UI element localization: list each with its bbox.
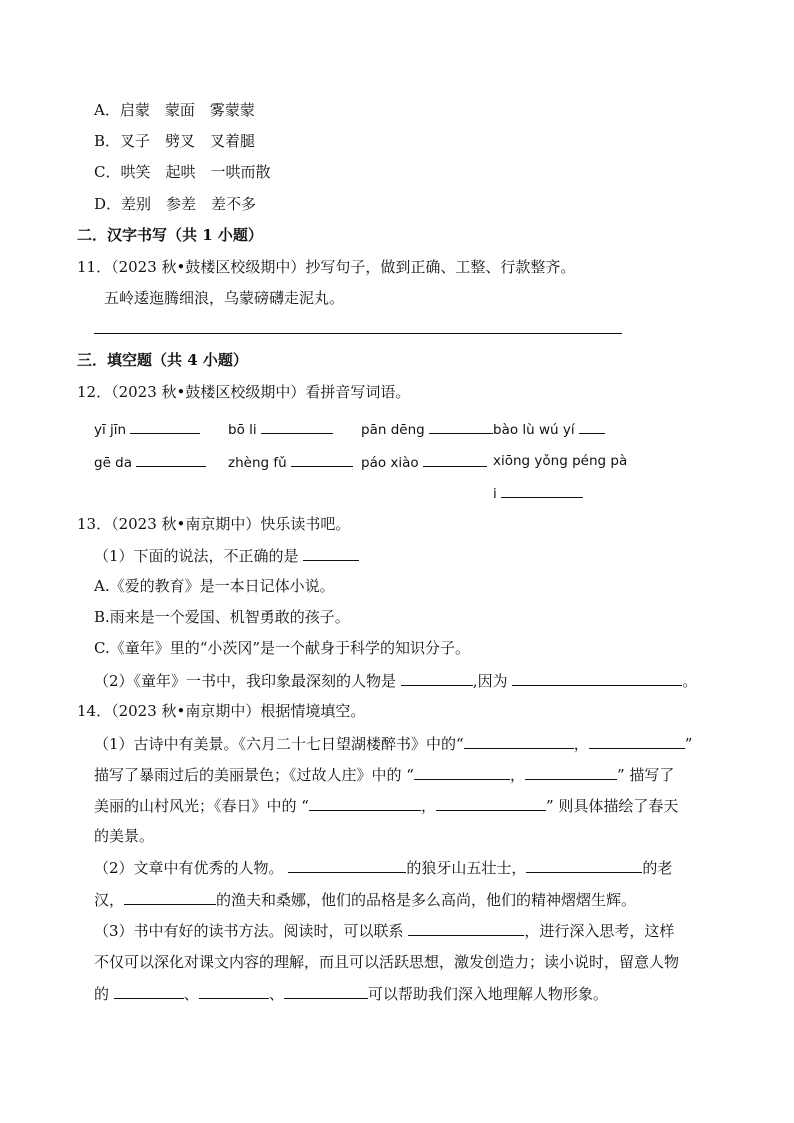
answer-blank[interactable] [408, 920, 524, 936]
pinyin-item: pān dēng [361, 418, 493, 440]
question-12: 12．（2023 秋•鼓楼区校级期中）看拼音写词语。 [77, 383, 411, 401]
q14-part1-line3: 美丽的山村风光；《春日》中的 “ ， ” 则具体描绘了春天 [94, 797, 679, 815]
answer-blank[interactable] [464, 733, 574, 749]
section-2-title: 二．汉字书写（共 1 小题） [77, 226, 263, 244]
q14-part1-line1: （1）古诗中有美景。《六月二十七日望湖楼醉书》中的“ ， ” [94, 735, 693, 753]
option-a: A．启蒙 蒙面 雾蒙蒙 [94, 101, 255, 119]
answer-blank[interactable] [423, 451, 487, 467]
pinyin-item: xiōng yǒng péng pà [493, 453, 628, 469]
pinyin-item-wrap: i [493, 482, 583, 504]
question-11: 11．（2023 秋•鼓楼区校级期中）抄写句子，做到正确、工整、行款整齐。 [77, 258, 576, 276]
pinyin-item: bō li [228, 418, 333, 440]
pinyin-item: zhèng fǔ [228, 451, 353, 473]
option-d: D．差别 参差 差不多 [94, 195, 257, 213]
answer-blank[interactable] [284, 983, 368, 999]
q14-part2-line2: 汉， 的渔夫和桑娜，他们的品格是多么高尚，他们的精神熠熠生辉。 [94, 891, 637, 909]
q14-part1-line2: 描写了暴雨过后的美丽景色；《过故人庄》中的 “ ， ” 描写了 [94, 766, 675, 784]
answer-blank[interactable] [124, 889, 216, 905]
pinyin-item: yī jīn [94, 418, 200, 440]
answer-blank[interactable] [261, 418, 333, 434]
answer-blank[interactable] [288, 857, 406, 873]
answer-blank[interactable] [136, 451, 206, 467]
answer-blank[interactable] [501, 482, 583, 498]
answer-blank[interactable] [309, 795, 421, 811]
q14-part3-line2: 不仅可以深化对课文内容的理解，而且可以活跃思想，激发创造力；读小说时，留意人物 [94, 953, 680, 971]
answer-blank[interactable] [291, 451, 353, 467]
q14-part3-line3: 的 、 、 可以帮助我们深入地理解人物形象。 [94, 985, 608, 1003]
q14-part1-line4: 的美景。 [94, 827, 155, 845]
pinyin-item: gē da [94, 451, 206, 473]
answer-blank[interactable] [401, 670, 473, 686]
answer-blank[interactable] [429, 418, 493, 434]
q13-part2: （2）《童年》一书中，我印象最深刻的人物是 ,因为 。 [94, 672, 698, 690]
answer-blank[interactable] [579, 418, 605, 434]
option-c: C．哄笑 起哄 一哄而散 [94, 163, 271, 181]
q13-option-a: A.《爱的教育》是一本日记体小说。 [94, 577, 335, 595]
answer-blank[interactable] [589, 733, 685, 749]
option-b: B．叉子 劈叉 叉着腿 [94, 132, 256, 150]
q14-part2-line1: （2）文章中有优秀的人物。 的狼牙山五壮士， 的老 [94, 859, 673, 877]
question-14: 14．（2023 秋•南京期中）根据情境填空。 [77, 702, 366, 720]
copy-sentence: 五岭逶迤腾细浪，乌蒙磅礴走泥丸。 [104, 289, 345, 307]
section-3-title: 三．填空题（共 4 小题） [77, 351, 248, 369]
q13-option-b: B.雨来是一个爱国、机智勇敢的孩子。 [94, 608, 350, 626]
answer-blank[interactable] [525, 764, 617, 780]
answer-blank[interactable] [526, 857, 642, 873]
pinyin-item: bào lù wú yí [493, 418, 605, 440]
answer-blank[interactable] [512, 670, 682, 686]
question-13: 13．（2023 秋•南京期中）快乐读书吧。 [77, 515, 351, 533]
pinyin-item: páo xiào [361, 451, 487, 473]
answer-blank[interactable] [114, 983, 184, 999]
answer-blank[interactable] [414, 764, 510, 780]
q13-option-c: C.《童年》里的“小茨冈”是一个献身于科学的知识分子。 [94, 639, 471, 657]
q14-part3-line1: （3）书中有好的读书方法。阅读时，可以联系 ，进行深入思考，这样 [94, 922, 675, 940]
answer-blank[interactable] [303, 545, 359, 561]
answer-blank[interactable] [436, 795, 546, 811]
q13-part1: （1）下面的说法，不正确的是 [94, 545, 359, 566]
answer-blank[interactable] [130, 418, 200, 434]
answer-blank[interactable] [199, 983, 269, 999]
copy-answer-line[interactable] [94, 333, 622, 334]
